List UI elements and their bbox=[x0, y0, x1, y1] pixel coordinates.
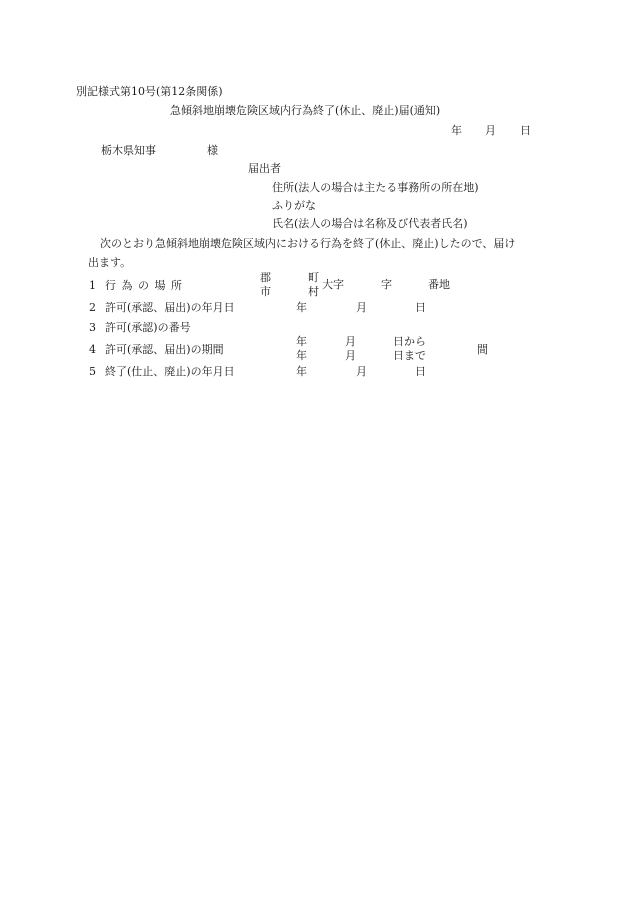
item4-number: 4 bbox=[89, 343, 96, 356]
item4-period: 間 bbox=[477, 343, 488, 356]
item4-label: 許可(承認、届出)の期間 bbox=[105, 343, 224, 356]
item5-number: 5 bbox=[89, 365, 96, 378]
notifier-furigana: ふりがな bbox=[272, 199, 316, 212]
notifier-label: 届出者 bbox=[248, 162, 281, 175]
item4-to-month: 月 bbox=[345, 349, 356, 362]
item4-from-day: 日から bbox=[393, 335, 426, 348]
item4-from-month: 月 bbox=[345, 335, 356, 348]
item1-shi: 市 bbox=[260, 285, 271, 298]
item1-label: 行 為 の 場 所 bbox=[105, 279, 182, 292]
item3-number: 3 bbox=[89, 321, 96, 334]
item5-label: 終了(仕止、廃止)の年月日 bbox=[105, 365, 235, 378]
body-text-line1: 次のとおり急傾斜地崩壊危険区域内における行為を終了(休止、廃止)したので、届け bbox=[100, 237, 516, 250]
date-month: 月 bbox=[485, 124, 496, 137]
item5-month: 月 bbox=[356, 365, 367, 378]
item2-day: 日 bbox=[415, 301, 426, 314]
document-title: 急傾斜地崩壊危険区域内行為終了(休止、廃止)届(通知) bbox=[170, 104, 441, 117]
item1-oaza: 大字 bbox=[322, 278, 344, 291]
item2-year: 年 bbox=[296, 301, 307, 314]
item5-year: 年 bbox=[296, 365, 307, 378]
notifier-address: 住所(法人の場合は主たる事務所の所在地) bbox=[272, 181, 479, 194]
item1-machi: 町 bbox=[308, 271, 319, 284]
item1-banchi: 番地 bbox=[428, 278, 450, 291]
item2-number: 2 bbox=[89, 301, 96, 314]
item2-label: 許可(承認、届出)の年月日 bbox=[105, 301, 235, 314]
item4-to-day: 日まで bbox=[393, 349, 426, 362]
addressee-honorific: 様 bbox=[207, 144, 218, 157]
item4-from-year: 年 bbox=[296, 335, 307, 348]
date-day: 日 bbox=[520, 124, 531, 137]
item2-month: 月 bbox=[356, 301, 367, 314]
form-number: 別記様式第10号(第12条関係) bbox=[76, 85, 223, 98]
item1-number: 1 bbox=[89, 279, 96, 292]
item1-gun: 郡 bbox=[260, 271, 271, 284]
item5-day: 日 bbox=[415, 365, 426, 378]
item3-label: 許可(承認)の番号 bbox=[105, 321, 191, 334]
addressee-name: 栃木県知事 bbox=[101, 144, 156, 157]
date-year: 年 bbox=[451, 124, 462, 137]
item4-to-year: 年 bbox=[296, 349, 307, 362]
notifier-name: 氏名(法人の場合は名称及び代表者氏名) bbox=[272, 217, 468, 230]
body-text-line2: 出ます。 bbox=[88, 256, 132, 269]
item1-mura: 村 bbox=[308, 285, 319, 298]
item1-aza: 字 bbox=[381, 278, 392, 291]
